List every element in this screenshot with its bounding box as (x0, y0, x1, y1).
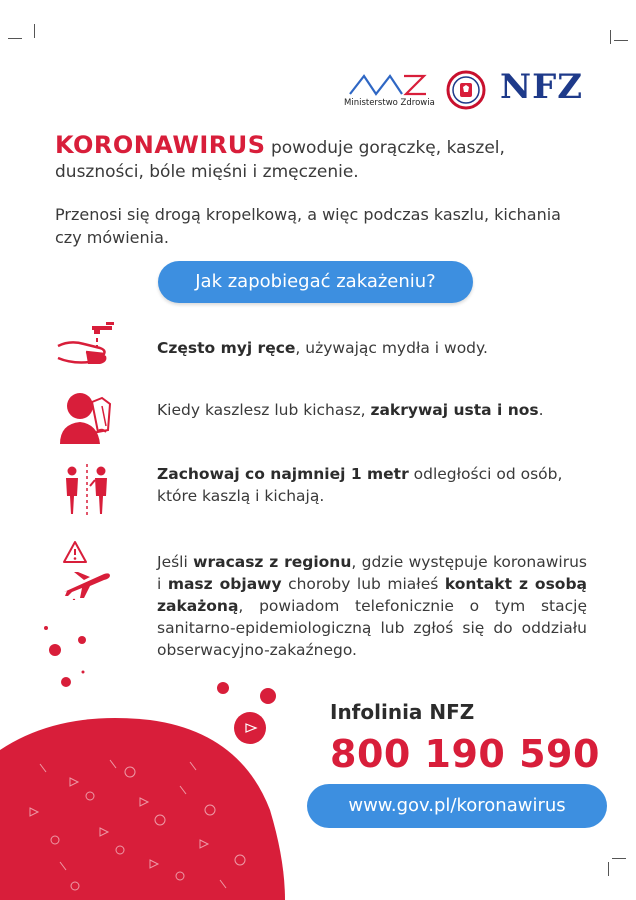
tip-distance-rest: odległości od osób, które kaszlą i kichają. (157, 465, 563, 505)
tip-travel-p4: , powiadom telefonicznie o tym stację sanitarno-epidemiologiczną lub zgłoś się do oddziału obserwacyjno-zakaźnego. (157, 597, 587, 659)
tip-travel-p2: , gdzie występuje koronawirus i (157, 553, 587, 593)
tip-wash-rest: , używając mydła i wody. (295, 339, 488, 357)
tip-cover-mouth (157, 399, 597, 421)
tip-wash-hands (157, 337, 597, 359)
tip-cover-post: . (538, 401, 544, 419)
tip-travel-b3: kontakt z osobą zakażoną (157, 575, 588, 615)
nfz-logo: NFZ (500, 67, 584, 107)
ministry-label: Ministerstwo Zdrowia (344, 98, 435, 108)
virus-blob-decoration (0, 690, 290, 900)
sneeze-icon (58, 386, 120, 444)
infoline-number[interactable]: 800 190 590 (330, 732, 600, 776)
tip-distance-bold: Zachowaj co najmniej 1 metr (157, 465, 409, 483)
infoline-label: Infolinia NFZ (330, 700, 475, 724)
distance-icon (62, 464, 112, 516)
tip-travel-p1: Jeśli (157, 553, 194, 571)
crop-mark (610, 30, 611, 44)
transmission-paragraph: Przenosi się drogą kropelkową, a więc podczas kaszlu, kichania czy mówienia. (55, 205, 561, 247)
tip-keep-distance (157, 463, 587, 507)
tip-wash-bold: Często myj ręce (157, 339, 296, 357)
tip-cover-pre: Kiedy kaszlesz lub kichasz, (157, 401, 371, 419)
intro-text: powoduje gorączkę, kaszel, duszności, bóle mięśni i zmęczenie. (55, 138, 505, 182)
headline: KORONAWIRUS (55, 131, 266, 159)
airplane-icon (60, 566, 112, 600)
tip-travel-b1: wracasz z regionu (193, 553, 352, 571)
tip-travel-p3: choroby lub miałeś (281, 575, 445, 593)
intro-paragraph (55, 133, 595, 184)
crop-mark (608, 862, 609, 876)
tip-cover-bold: zakrywaj usta i nos (370, 401, 539, 419)
crop-mark (612, 858, 626, 859)
emblem-icon (444, 70, 488, 110)
prevention-heading-button[interactable]: Jak zapobiegać zakażeniu? (158, 261, 473, 303)
website-link-button[interactable]: www.gov.pl/koronawirus (307, 784, 607, 828)
crop-mark (614, 40, 628, 41)
crop-mark (34, 24, 35, 38)
logo-bar (344, 67, 584, 114)
ministry-logo-icon (348, 72, 428, 98)
crop-mark (8, 38, 22, 39)
warning-icon (62, 540, 88, 564)
tip-travel-b2: masz objawy (167, 575, 282, 593)
hand-wash-icon (56, 318, 120, 368)
